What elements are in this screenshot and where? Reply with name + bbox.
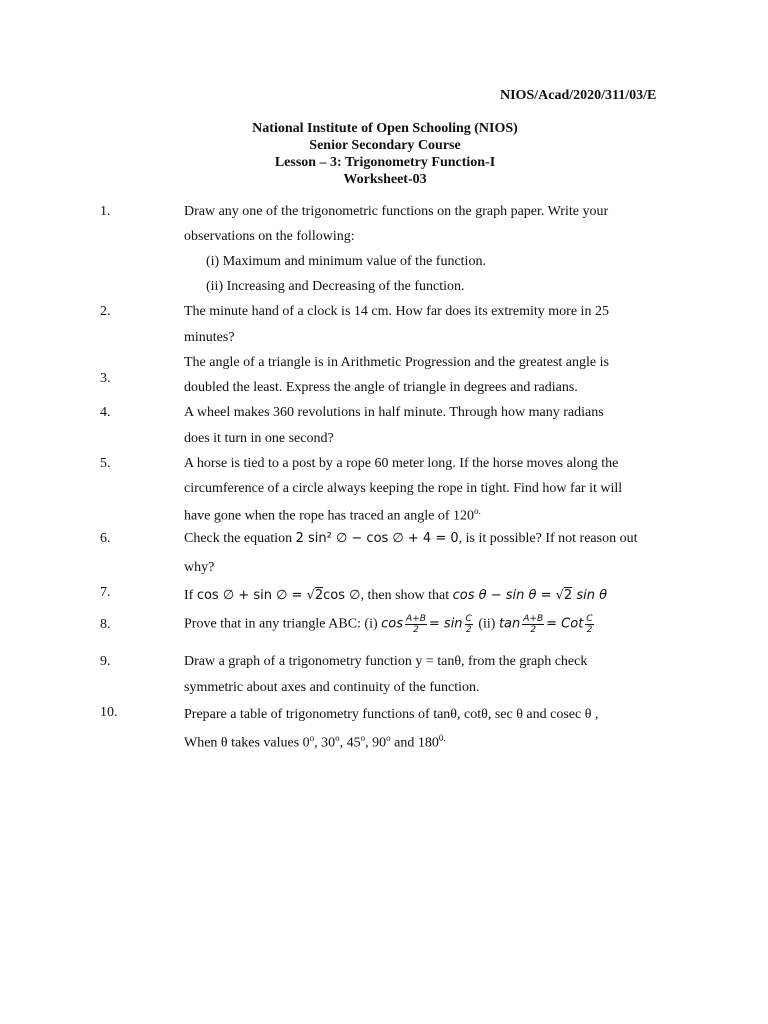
- question-4-text-cont: does it turn in one second?: [184, 431, 334, 446]
- question-1-text: Draw any one of the trigonometric functions on the graph paper. Write your: [184, 204, 609, 219]
- question-9-text: Draw a graph of a trigonometry function y = tanθ, from the graph check: [184, 654, 588, 669]
- course-title: Senior Secondary Course: [309, 138, 461, 153]
- question-6-text-cont: why?: [184, 560, 215, 575]
- frac-den: 2: [530, 625, 537, 635]
- question-10-text-cont: [184, 733, 446, 752]
- question-5-number: 5.: [100, 456, 111, 471]
- question-5-text-cont: circumference of a circle always keeping the rope in tight. Find how far it will: [184, 481, 623, 496]
- question-5-text: A horse is tied to a post by a rope 60 meter long. If the horse moves along the: [184, 456, 619, 471]
- degree-sup: o: [335, 733, 340, 743]
- lesson-title: Lesson – 3: Trigonometry Function-I: [274, 155, 496, 170]
- question-4-number: 4.: [100, 405, 111, 420]
- q10-d: , 90: [365, 735, 387, 751]
- question-6-post: , is it possible? If not reason out: [458, 531, 638, 546]
- question-6-number: 6.: [100, 531, 111, 546]
- q10-c: , 45: [339, 735, 361, 751]
- question-6-equation: 2 sin² ∅ − cos ∅ + 4 = 0: [295, 531, 459, 546]
- question-1-text-cont: observations on the following:: [184, 229, 355, 244]
- question-10-number: 10.: [100, 705, 118, 720]
- worksheet-title: Worksheet-03: [343, 172, 427, 187]
- degree-sup: o: [360, 733, 366, 743]
- document-code: NIOS/Acad/2020/311/03/E: [500, 88, 657, 103]
- question-2-text: The minute hand of a clock is 14 cm. How far does its extremity more in 25: [184, 304, 609, 319]
- question-2-number: 2.: [100, 304, 111, 319]
- frac-num: A+B: [523, 614, 544, 624]
- question-1-sub-i: (i) Maximum and minimum value of the function.: [206, 254, 486, 269]
- question-8-text: [184, 614, 596, 635]
- question-7-eq2b: sin θ: [572, 588, 608, 603]
- part-ii: (ii): [478, 616, 496, 632]
- frac-den: 2: [586, 625, 593, 635]
- question-9-number: 9.: [100, 654, 111, 669]
- question-7-text: [184, 588, 607, 604]
- frac-num: A+B: [406, 614, 426, 624]
- question-1-number: 1.: [100, 204, 111, 219]
- question-1-sub-ii: (ii) Increasing and Decreasing of the function.: [206, 279, 465, 294]
- question-4-text: A wheel makes 360 revolutions in half minute. Through how many radians: [184, 405, 604, 420]
- question-7-eq2: cos θ − sin θ =: [452, 588, 556, 603]
- fraction-a-plus-b: [405, 614, 427, 635]
- question-7-eq1b: cos ∅: [323, 588, 361, 603]
- frac-num: C: [586, 614, 593, 624]
- question-7-mid: , then show that: [360, 588, 450, 603]
- fraction-c-2: [585, 614, 593, 635]
- question-7-eq1: cos ∅ + sin ∅ =: [196, 588, 307, 603]
- question-3-text: The angle of a triangle is in Arithmetic Progression and the greatest angle is: [184, 355, 609, 370]
- frac-num: C: [465, 614, 472, 624]
- sqrt-symbol-2: √: [555, 588, 564, 603]
- question-3-number: 3.: [100, 371, 111, 386]
- question-5-line3: have gone when the rope has traced an angle of 120: [184, 508, 474, 524]
- question-8-number: 8.: [100, 617, 111, 632]
- question-8-pre: Prove that in any triangle ABC: (i): [184, 616, 378, 632]
- institute-title: National Institute of Open Schooling (NIOS): [252, 121, 518, 136]
- tan-label: tan: [498, 616, 521, 632]
- question-5-text-end: [184, 506, 481, 525]
- question-9-text-cont: symmetric about axes and continuity of the function.: [184, 680, 480, 695]
- sqrt-value: 2: [314, 588, 324, 603]
- degree-sup: 0.: [438, 733, 446, 743]
- fraction-a-plus-b-2: [522, 614, 544, 635]
- question-2-text-cont: minutes?: [184, 330, 235, 345]
- question-6-text: [184, 531, 638, 547]
- question-7-pre: If: [184, 588, 194, 603]
- eq-cot: = Cot: [546, 616, 584, 632]
- frac-den: 2: [413, 625, 419, 635]
- cos-label: cos: [381, 616, 404, 632]
- question-3-text-cont: doubled the least. Express the angle of triangle in degrees and radians.: [184, 380, 578, 395]
- question-7-number: 7.: [100, 585, 111, 600]
- sqrt-symbol: √: [306, 588, 315, 603]
- q10-e: and 180: [390, 735, 439, 751]
- sqrt-value-2: 2: [563, 588, 573, 603]
- degree-sup: o: [386, 733, 391, 743]
- eq-sin: = sin: [428, 616, 463, 632]
- q10-b: , 30: [314, 735, 336, 751]
- degree-sup: o: [309, 733, 315, 743]
- q10-a: When θ takes values 0: [184, 735, 310, 751]
- question-6-pre: Check the equation: [184, 531, 293, 546]
- fraction-c: [465, 614, 473, 635]
- degree-sup: o.: [474, 506, 481, 516]
- question-10-text: Prepare a table of trigonometry functions of tanθ, cotθ, sec θ and cosec θ ,: [184, 707, 599, 722]
- frac-den: 2: [465, 625, 472, 635]
